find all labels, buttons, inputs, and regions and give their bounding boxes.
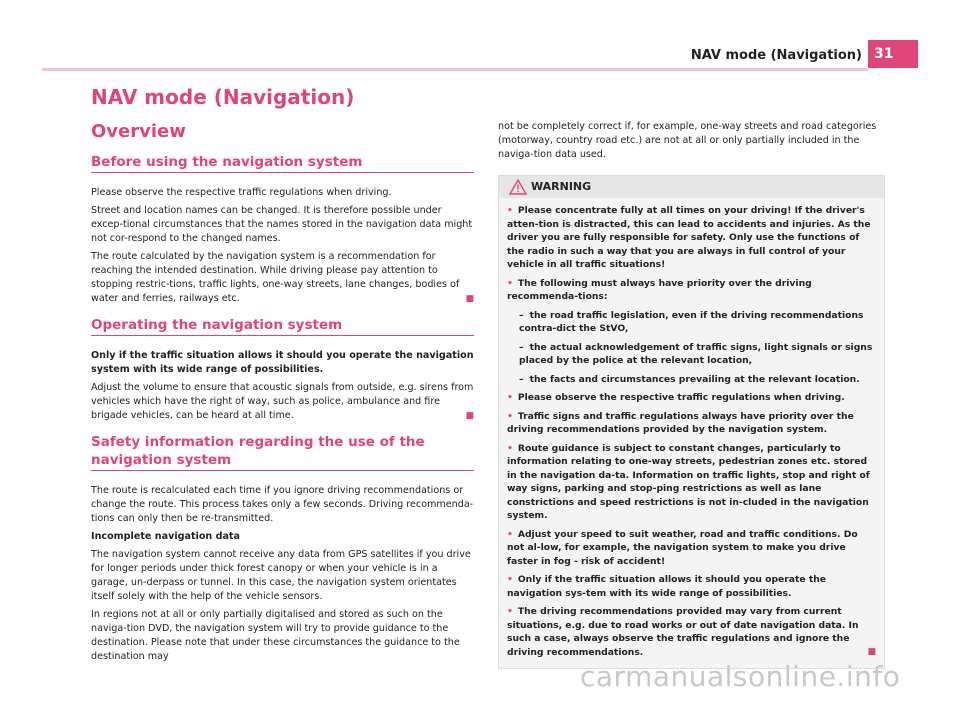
- dash-icon: –: [519, 309, 524, 321]
- warning-body: [499, 198, 884, 659]
- bullet-icon: •: [507, 442, 513, 454]
- left-column: [91, 84, 474, 668]
- warning-subitem-text: the road traffic legislation, even if the driving recommendations contra-dict the StVO,: [519, 309, 864, 334]
- warning-item: [507, 442, 876, 523]
- warning-triangle-icon: [509, 179, 527, 195]
- paragraph-text: The route calculated by the navigation system is a recommendation for reaching the intended destination. While driving please pay attention to stopping restric-tions, traffic lights, one-way streets, lane changes, bodies of water and ferries, railways etc.: [91, 251, 460, 304]
- dash-icon: –: [519, 341, 524, 353]
- subheading-incomplete-data: Incomplete navigation data: [91, 531, 240, 542]
- paragraph-continued: not be completely correct if, for example, one-way streets and road categories (motorway, country road etc.) are not at all or only partially included in the naviga-tion data used.: [498, 121, 877, 160]
- warning-item-text: Route guidance is subject to constant changes, particularly to information relating to one-way streets, pedestrian zones etc. stored in the navigation da-ta. Information on traffic lights, stop and right of way signs, parking and stop-ping restrictions as well as lane constrictions and speed restrictions is not in-cluded in the navigation system.: [507, 442, 870, 521]
- section-end-marker: ■: [867, 646, 876, 657]
- warning-item: [507, 410, 876, 437]
- chapter-title: NAV mode (Navigation): [91, 85, 355, 109]
- warning-item-text: Adjust your speed to suit weather, road and traffic conditions. Do not al-low, for example, the navigation system to make you drive faster in fog - risk of accident!: [507, 528, 858, 567]
- bullet-icon: •: [507, 277, 513, 289]
- running-header-title: NAV mode (Navigation): [690, 48, 862, 63]
- warning-item: [507, 528, 876, 569]
- warning-title: WARNING: [531, 180, 592, 193]
- warning-box: [498, 175, 885, 669]
- paragraph: [91, 250, 474, 306]
- bullet-icon: •: [507, 606, 513, 617]
- warning-item: [507, 204, 876, 272]
- warning-item-text: The following must always have priority over the driving recommenda-tions:: [507, 277, 812, 302]
- warning-item: [507, 605, 876, 659]
- warning-item-text: Please observe the respective traffic regulations when driving.: [517, 392, 845, 403]
- right-column: [498, 120, 885, 669]
- heading-before-using: Before using the navigation system: [91, 153, 474, 173]
- bullet-icon: •: [507, 392, 513, 403]
- warning-item: [507, 573, 876, 600]
- page-header: [0, 0, 960, 80]
- warning-item: [507, 277, 876, 304]
- warning-subitem: [507, 373, 876, 387]
- heading-safety-information: Safety information regarding the use of the navigation system: [91, 433, 474, 471]
- paragraph: [91, 381, 474, 423]
- warning-subitem-text: the actual acknowledgement of traffic signs, light signals or signs placed by the police at the relevant location,: [519, 341, 873, 366]
- section-end-marker: ■: [465, 411, 474, 421]
- heading-operating: Operating the navigation system: [91, 316, 474, 336]
- paragraph: The route is recalculated each time if you ignore driving recommendations or change the route. This process takes only a few seconds. Driving recommenda-tions can only then be re-transmitted.: [91, 485, 474, 524]
- bullet-icon: •: [507, 410, 513, 422]
- paragraph-bold: Only if the traffic situation allows it should you operate the navigation system with its wide range of possibilities.: [91, 350, 474, 375]
- header-rule: [42, 68, 868, 71]
- paragraph: In regions not at all or only partially digitalised and stored as such on the naviga-tion DVD, the navigation system will try to provide guidance to the destination. Please note that under these circumstances the guidance to the destination may: [91, 609, 460, 662]
- section-end-marker: ■: [465, 294, 474, 304]
- bullet-icon: •: [507, 574, 513, 585]
- paragraph: Street and location names can be changed. It is therefore possible under excep-tional circumstances that the names stored in the navigation data might not cor-respond to the changed names.: [91, 205, 473, 244]
- warning-header: [499, 176, 884, 198]
- warning-item-text: Please concentrate fully at all times on your driving! If the driver's atten-tion is distracted, this can lead to accidents and injuries. As the driver you are fully responsible for safety. Only use the functions of the radio in such a way that you are always in full control of your vehicle in all traffic situations!: [507, 205, 871, 270]
- warning-subitem-text: the facts and circumstances prevailing at the relevant location.: [529, 373, 860, 385]
- warning-item-text: Only if the traffic situation allows it should you operate the navigation sys-tem with its wide range of possibilities.: [507, 574, 826, 599]
- warning-subitem: [507, 309, 876, 336]
- warning-subitem: [507, 341, 876, 368]
- bullet-icon: •: [507, 205, 513, 216]
- paragraph-text: Adjust the volume to ensure that acoustic signals from outside, e.g. sirens from vehicles which have the right of way, such as police, ambulance and fire brigade vehicles, can be heard at all time.: [91, 382, 474, 421]
- warning-item-text: Traffic signs and traffic regulations always have priority over the driving recommendations provided by the navigation system.: [507, 410, 854, 435]
- paragraph: Please observe the respective traffic regulations when driving.: [91, 187, 392, 198]
- dash-icon: –: [519, 373, 524, 385]
- warning-item: [507, 391, 876, 405]
- paragraph: The navigation system cannot receive any data from GPS satellites if you drive for longer periods under thick forest canopy or when your vehicle is in a garage, un-derpass or tunnel. In this case, the navigation system orientates itself solely with the help of the vehicle sensors.: [91, 549, 471, 602]
- warning-item-text: The driving recommendations provided may vary from current situations, e.g. due to road works or out of date navigation data. In such a case, always observe the traffic regulations and ignore the driving recommendations.: [507, 606, 859, 658]
- section-title: Overview: [91, 121, 186, 142]
- watermark-link[interactable]: carmanualsonline.info: [580, 660, 901, 693]
- bullet-icon: •: [507, 528, 513, 540]
- page-number-badge: 31: [868, 40, 918, 68]
